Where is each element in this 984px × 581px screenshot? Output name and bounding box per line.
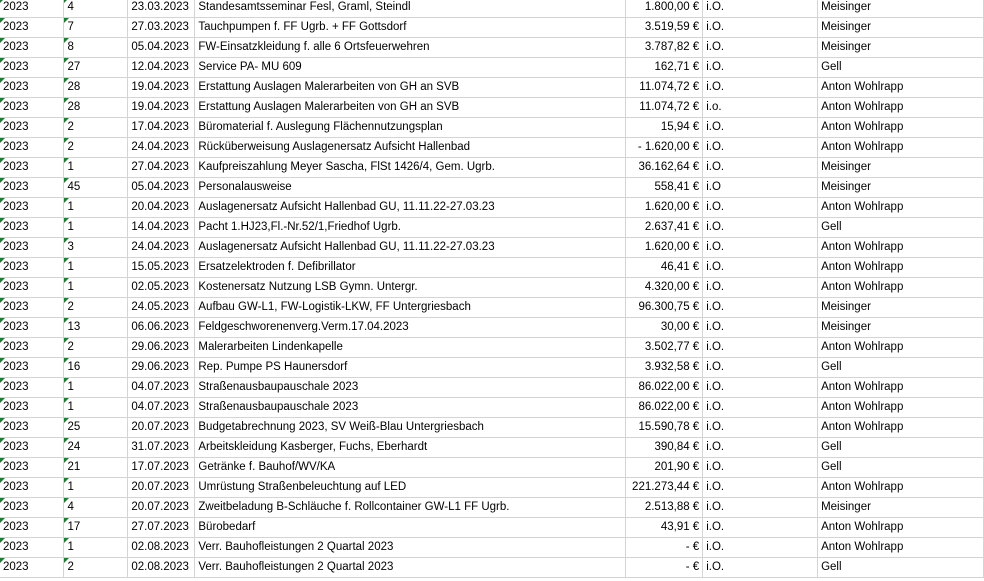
person-cell[interactable]: Anton Wohlrapp xyxy=(818,78,984,98)
date-cell[interactable]: 12.04.2023 xyxy=(128,58,195,78)
number-cell[interactable]: 1 xyxy=(64,198,128,218)
table-row xyxy=(0,198,984,218)
date-cell[interactable]: 02.08.2023 xyxy=(128,538,195,558)
date-cell[interactable]: 24.04.2023 xyxy=(128,238,195,258)
year-cell[interactable]: 2023 xyxy=(0,358,64,378)
year-cell[interactable]: 2023 xyxy=(0,78,64,98)
number-cell[interactable]: 1 xyxy=(64,258,128,278)
number-cell[interactable]: 1 xyxy=(64,158,128,178)
number-cell[interactable]: 21 xyxy=(64,458,128,478)
table-row xyxy=(0,178,984,198)
year-cell[interactable]: 2023 xyxy=(0,538,64,558)
amount-cell[interactable]: 201,90 € xyxy=(626,458,703,478)
year-cell[interactable]: 2023 xyxy=(0,498,64,518)
description-cell[interactable]: Umrüstung Straßenbeleuchtung auf LED xyxy=(195,478,626,498)
number-cell[interactable]: 2 xyxy=(64,298,128,318)
number-cell[interactable]: 7 xyxy=(64,18,128,38)
description-cell[interactable]: Auslagenersatz Aufsicht Hallenbad GU, 11.11.22-27.03.23 xyxy=(195,238,626,258)
table-row xyxy=(0,18,984,38)
description-cell[interactable]: Personalausweise xyxy=(195,178,626,198)
amount-cell[interactable]: 4.320,00 € xyxy=(626,278,703,298)
person-cell[interactable]: Anton Wohlrapp xyxy=(818,278,984,298)
description-cell[interactable]: Bürobedarf xyxy=(195,518,626,538)
status-cell[interactable]: i.O. xyxy=(703,318,818,338)
amount-cell[interactable]: 1.800,00 € xyxy=(626,0,703,18)
date-cell[interactable]: 20.07.2023 xyxy=(128,498,195,518)
year-cell[interactable]: 2023 xyxy=(0,258,64,278)
status-cell[interactable]: i.O. xyxy=(703,78,818,98)
table-row xyxy=(0,338,984,358)
status-cell[interactable]: i.O. xyxy=(703,338,818,358)
table-row xyxy=(0,518,984,538)
date-cell[interactable]: 05.04.2023 xyxy=(128,38,195,58)
status-cell[interactable]: i.O. xyxy=(703,418,818,438)
number-cell[interactable]: 2 xyxy=(64,138,128,158)
date-cell[interactable]: 29.06.2023 xyxy=(128,358,195,378)
amount-cell[interactable]: 11.074,72 € xyxy=(626,98,703,118)
table-row xyxy=(0,78,984,98)
table-row xyxy=(0,38,984,58)
person-cell[interactable]: Gell xyxy=(818,358,984,378)
description-cell[interactable]: Aufbau GW-L1, FW-Logistik-LKW, FF Untergriesbach xyxy=(195,298,626,318)
description-cell[interactable]: Standesamtsseminar Fesl, Graml, Steindl xyxy=(195,0,626,18)
table-row xyxy=(0,498,984,518)
amount-cell[interactable]: 15,94 € xyxy=(626,118,703,138)
table-row xyxy=(0,138,984,158)
date-cell[interactable]: 19.04.2023 xyxy=(128,78,195,98)
amount-cell[interactable]: 11.074,72 € xyxy=(626,78,703,98)
year-cell[interactable]: 2023 xyxy=(0,338,64,358)
year-cell[interactable]: 2023 xyxy=(0,218,64,238)
status-cell[interactable]: i.O. xyxy=(703,218,818,238)
table-row xyxy=(0,278,984,298)
person-cell[interactable]: Anton Wohlrapp xyxy=(818,338,984,358)
amount-cell[interactable]: 15.590,78 € xyxy=(626,418,703,438)
date-cell[interactable]: 31.07.2023 xyxy=(128,438,195,458)
status-cell[interactable]: i.O. xyxy=(703,118,818,138)
table-row xyxy=(0,458,984,478)
status-cell[interactable]: i.O. xyxy=(703,458,818,478)
description-cell[interactable]: Straßenausbaupauschale 2023 xyxy=(195,378,626,398)
amount-cell[interactable]: 221.273,44 € xyxy=(626,478,703,498)
description-cell[interactable]: Arbeitskleidung Kasberger, Fuchs, Eberhardt xyxy=(195,438,626,458)
person-cell[interactable]: Anton Wohlrapp xyxy=(818,118,984,138)
status-cell[interactable]: i.O. xyxy=(703,538,818,558)
person-cell[interactable]: Anton Wohlrapp xyxy=(818,538,984,558)
status-cell[interactable]: i.O. xyxy=(703,358,818,378)
number-cell[interactable]: 1 xyxy=(64,398,128,418)
table-row xyxy=(0,58,984,78)
table-row xyxy=(0,98,984,118)
status-cell[interactable]: i.O. xyxy=(703,398,818,418)
date-cell[interactable]: 17.07.2023 xyxy=(128,458,195,478)
year-cell[interactable]: 2023 xyxy=(0,278,64,298)
table-row xyxy=(0,0,984,18)
year-cell[interactable]: 2023 xyxy=(0,178,64,198)
amount-cell[interactable]: 3.932,58 € xyxy=(626,358,703,378)
status-cell[interactable]: i.O. xyxy=(703,478,818,498)
date-cell[interactable]: 24.05.2023 xyxy=(128,298,195,318)
description-cell[interactable]: Service PA- MU 609 xyxy=(195,58,626,78)
date-cell[interactable]: 20.07.2023 xyxy=(128,478,195,498)
number-cell[interactable]: 27 xyxy=(64,58,128,78)
amount-cell[interactable]: 162,71 € xyxy=(626,58,703,78)
status-cell[interactable]: i.O. xyxy=(703,378,818,398)
amount-cell[interactable]: 2.637,41 € xyxy=(626,218,703,238)
amount-cell[interactable]: 43,91 € xyxy=(626,518,703,538)
amount-cell[interactable]: 3.502,77 € xyxy=(626,338,703,358)
table-row xyxy=(0,218,984,238)
person-cell[interactable]: Gell xyxy=(818,438,984,458)
table-row xyxy=(0,538,984,558)
year-cell[interactable]: 2023 xyxy=(0,398,64,418)
description-cell[interactable]: Erstattung Auslagen Malerarbeiten von GH an SVB xyxy=(195,78,626,98)
table-row xyxy=(0,358,984,378)
description-cell[interactable]: Getränke f. Bauhof/WV/KA xyxy=(195,458,626,478)
amount-cell[interactable]: - € xyxy=(626,558,703,578)
year-cell[interactable]: 2023 xyxy=(0,118,64,138)
date-cell[interactable]: 20.04.2023 xyxy=(128,198,195,218)
description-cell[interactable]: Zweitbeladung B-Schläuche f. Rollcontainer GW-L1 FF Ugrb. xyxy=(195,498,626,518)
year-cell[interactable]: 2023 xyxy=(0,298,64,318)
person-cell[interactable]: Meisinger xyxy=(818,298,984,318)
number-cell[interactable]: 2 xyxy=(64,338,128,358)
status-cell[interactable]: i.O. xyxy=(703,278,818,298)
description-cell[interactable]: Ersatzelektroden f. Defibrillator xyxy=(195,258,626,278)
number-cell[interactable]: 28 xyxy=(64,78,128,98)
year-cell[interactable]: 2023 xyxy=(0,18,64,38)
amount-cell[interactable]: 3.787,82 € xyxy=(626,38,703,58)
amount-cell[interactable]: 2.513,88 € xyxy=(626,498,703,518)
table-row xyxy=(0,158,984,178)
amount-cell[interactable]: 30,00 € xyxy=(626,318,703,338)
year-cell[interactable]: 2023 xyxy=(0,458,64,478)
table-row xyxy=(0,298,984,318)
description-cell[interactable]: Rep. Pumpe PS Haunersdorf xyxy=(195,358,626,378)
person-cell[interactable]: Anton Wohlrapp xyxy=(818,378,984,398)
amount-cell[interactable]: 3.519,59 € xyxy=(626,18,703,38)
person-cell[interactable]: Meisinger xyxy=(818,158,984,178)
number-cell[interactable]: 25 xyxy=(64,418,128,438)
table-row xyxy=(0,318,984,338)
description-cell[interactable]: Kaufpreiszahlung Meyer Sascha, FlSt 1426/4, Gem. Ugrb. xyxy=(195,158,626,178)
date-cell[interactable]: 20.07.2023 xyxy=(128,418,195,438)
amount-cell[interactable]: 390,84 € xyxy=(626,438,703,458)
number-cell[interactable]: 2 xyxy=(64,558,128,578)
status-cell[interactable]: i.O. xyxy=(703,298,818,318)
amount-cell[interactable]: - € xyxy=(626,538,703,558)
status-cell[interactable]: i.O. xyxy=(703,18,818,38)
number-cell[interactable]: 16 xyxy=(64,358,128,378)
year-cell[interactable]: 2023 xyxy=(0,98,64,118)
description-cell[interactable]: Verr. Bauhofleistungen 2 Quartal 2023 xyxy=(195,538,626,558)
table-row xyxy=(0,438,984,458)
status-cell[interactable]: i.O. xyxy=(703,58,818,78)
amount-cell[interactable]: - 1.620,00 € xyxy=(626,138,703,158)
person-cell[interactable]: Gell xyxy=(818,218,984,238)
status-cell[interactable]: i.O. xyxy=(703,38,818,58)
table-row xyxy=(0,418,984,438)
table-row xyxy=(0,558,984,578)
person-cell[interactable]: Gell xyxy=(818,458,984,478)
description-cell[interactable]: Verr. Bauhofleistungen 2 Quartal 2023 xyxy=(195,558,626,578)
person-cell[interactable]: Anton Wohlrapp xyxy=(818,418,984,438)
person-cell[interactable]: Anton Wohlrapp xyxy=(818,398,984,418)
person-cell[interactable]: Meisinger xyxy=(818,498,984,518)
number-cell[interactable]: 4 xyxy=(64,498,128,518)
person-cell[interactable]: Meisinger xyxy=(818,18,984,38)
description-cell[interactable]: Kostenersatz Nutzung LSB Gymn. Untergr. xyxy=(195,278,626,298)
date-cell[interactable]: 24.04.2023 xyxy=(128,138,195,158)
date-cell[interactable]: 15.05.2023 xyxy=(128,258,195,278)
number-cell[interactable]: 3 xyxy=(64,238,128,258)
table-row xyxy=(0,258,984,278)
description-cell[interactable]: Feldgeschworenenverg.Verm.17.04.2023 xyxy=(195,318,626,338)
amount-cell[interactable]: 558,41 € xyxy=(626,178,703,198)
year-cell[interactable]: 2023 xyxy=(0,38,64,58)
date-cell[interactable]: 06.06.2023 xyxy=(128,318,195,338)
description-cell[interactable]: Pacht 1.HJ23,Fl.-Nr.52/1,Friedhof Ugrb. xyxy=(195,218,626,238)
number-cell[interactable]: 45 xyxy=(64,178,128,198)
number-cell[interactable]: 4 xyxy=(64,0,128,18)
status-cell[interactable]: i.O. xyxy=(703,438,818,458)
description-cell[interactable]: Rücküberweisung Auslagenersatz Aufsicht Hallenbad xyxy=(195,138,626,158)
amount-cell[interactable]: 86.022,00 € xyxy=(626,398,703,418)
table-row xyxy=(0,378,984,398)
person-cell[interactable]: Gell xyxy=(818,558,984,578)
table-row xyxy=(0,238,984,258)
number-cell[interactable]: 17 xyxy=(64,518,128,538)
table-row xyxy=(0,478,984,498)
person-cell[interactable]: Gell xyxy=(818,58,984,78)
person-cell[interactable]: Anton Wohlrapp xyxy=(818,478,984,498)
amount-cell[interactable]: 1.620,00 € xyxy=(626,198,703,218)
amount-cell[interactable]: 1.620,00 € xyxy=(626,238,703,258)
amount-cell[interactable]: 36.162,64 € xyxy=(626,158,703,178)
year-cell[interactable]: 2023 xyxy=(0,518,64,538)
status-cell[interactable]: i.O. xyxy=(703,558,818,578)
person-cell[interactable]: Anton Wohlrapp xyxy=(818,518,984,538)
person-cell[interactable]: Meisinger xyxy=(818,38,984,58)
date-cell[interactable]: 04.07.2023 xyxy=(128,378,195,398)
description-cell[interactable]: Erstattung Auslagen Malerarbeiten von GH an SVB xyxy=(195,98,626,118)
date-cell[interactable]: 02.08.2023 xyxy=(128,558,195,578)
year-cell[interactable]: 2023 xyxy=(0,318,64,338)
year-cell[interactable]: 2023 xyxy=(0,198,64,218)
number-cell[interactable]: 1 xyxy=(64,378,128,398)
table-row xyxy=(0,118,984,138)
status-cell[interactable]: i.O. xyxy=(703,0,818,18)
number-cell[interactable]: 24 xyxy=(64,438,128,458)
year-cell[interactable]: 2023 xyxy=(0,478,64,498)
number-cell[interactable]: 1 xyxy=(64,278,128,298)
year-cell[interactable]: 2023 xyxy=(0,138,64,158)
status-cell[interactable]: i.O. xyxy=(703,198,818,218)
year-cell[interactable]: 2023 xyxy=(0,58,64,78)
year-cell[interactable]: 2023 xyxy=(0,418,64,438)
number-cell[interactable]: 2 xyxy=(64,118,128,138)
date-cell[interactable]: 29.06.2023 xyxy=(128,338,195,358)
amount-cell[interactable]: 96.300,75 € xyxy=(626,298,703,318)
date-cell[interactable]: 27.07.2023 xyxy=(128,518,195,538)
date-cell[interactable]: 14.04.2023 xyxy=(128,218,195,238)
description-cell[interactable]: Budgetabrechnung 2023, SV Weiß-Blau Untergriesbach xyxy=(195,418,626,438)
date-cell[interactable]: 02.05.2023 xyxy=(128,278,195,298)
status-cell[interactable]: i.O. xyxy=(703,238,818,258)
person-cell[interactable]: Meisinger xyxy=(818,0,984,18)
person-cell[interactable]: Anton Wohlrapp xyxy=(818,198,984,218)
description-cell[interactable]: Malerarbeiten Lindenkapelle xyxy=(195,338,626,358)
person-cell[interactable]: Anton Wohlrapp xyxy=(818,258,984,278)
number-cell[interactable]: 1 xyxy=(64,478,128,498)
status-cell[interactable]: i.O. xyxy=(703,258,818,278)
person-cell[interactable]: Anton Wohlrapp xyxy=(818,98,984,118)
year-cell[interactable]: 2023 xyxy=(0,378,64,398)
year-cell[interactable]: 2023 xyxy=(0,558,64,578)
date-cell[interactable]: 27.04.2023 xyxy=(128,158,195,178)
year-cell[interactable]: 2023 xyxy=(0,158,64,178)
date-cell[interactable]: 05.04.2023 xyxy=(128,178,195,198)
person-cell[interactable]: Anton Wohlrapp xyxy=(818,238,984,258)
status-cell[interactable]: i.O. xyxy=(703,138,818,158)
description-cell[interactable]: FW-Einsatzkleidung f. alle 6 Ortsfeuerwehren xyxy=(195,38,626,58)
amount-cell[interactable]: 86.022,00 € xyxy=(626,378,703,398)
date-cell[interactable]: 23.03.2023 xyxy=(128,0,195,18)
description-cell[interactable]: Büromaterial f. Auslegung Flächennutzungsplan xyxy=(195,118,626,138)
date-cell[interactable]: 27.03.2023 xyxy=(128,18,195,38)
date-cell[interactable]: 19.04.2023 xyxy=(128,98,195,118)
status-cell[interactable]: i.O. xyxy=(703,158,818,178)
date-cell[interactable]: 17.04.2023 xyxy=(128,118,195,138)
person-cell[interactable]: Meisinger xyxy=(818,178,984,198)
status-cell[interactable]: i.O. xyxy=(703,518,818,538)
amount-cell[interactable]: 46,41 € xyxy=(626,258,703,278)
status-cell[interactable]: i.O. xyxy=(703,498,818,518)
year-cell[interactable]: 2023 xyxy=(0,238,64,258)
number-cell[interactable]: 28 xyxy=(64,98,128,118)
number-cell[interactable]: 1 xyxy=(64,218,128,238)
person-cell[interactable]: Meisinger xyxy=(818,318,984,338)
table-row xyxy=(0,398,984,418)
person-cell[interactable]: Anton Wohlrapp xyxy=(818,138,984,158)
number-cell[interactable]: 8 xyxy=(64,38,128,58)
number-cell[interactable]: 13 xyxy=(64,318,128,338)
year-cell[interactable]: 2023 xyxy=(0,0,64,18)
date-cell[interactable]: 04.07.2023 xyxy=(128,398,195,418)
description-cell[interactable]: Straßenausbaupauschale 2023 xyxy=(195,398,626,418)
description-cell[interactable]: Tauchpumpen f. FF Ugrb. + FF Gottsdorf xyxy=(195,18,626,38)
number-cell[interactable]: 1 xyxy=(64,538,128,558)
status-cell[interactable]: i.o. xyxy=(703,98,818,118)
status-cell[interactable]: i.O xyxy=(703,178,818,198)
year-cell[interactable]: 2023 xyxy=(0,438,64,458)
description-cell[interactable]: Auslagenersatz Aufsicht Hallenbad GU, 11.11.22-27.03.23 xyxy=(195,198,626,218)
